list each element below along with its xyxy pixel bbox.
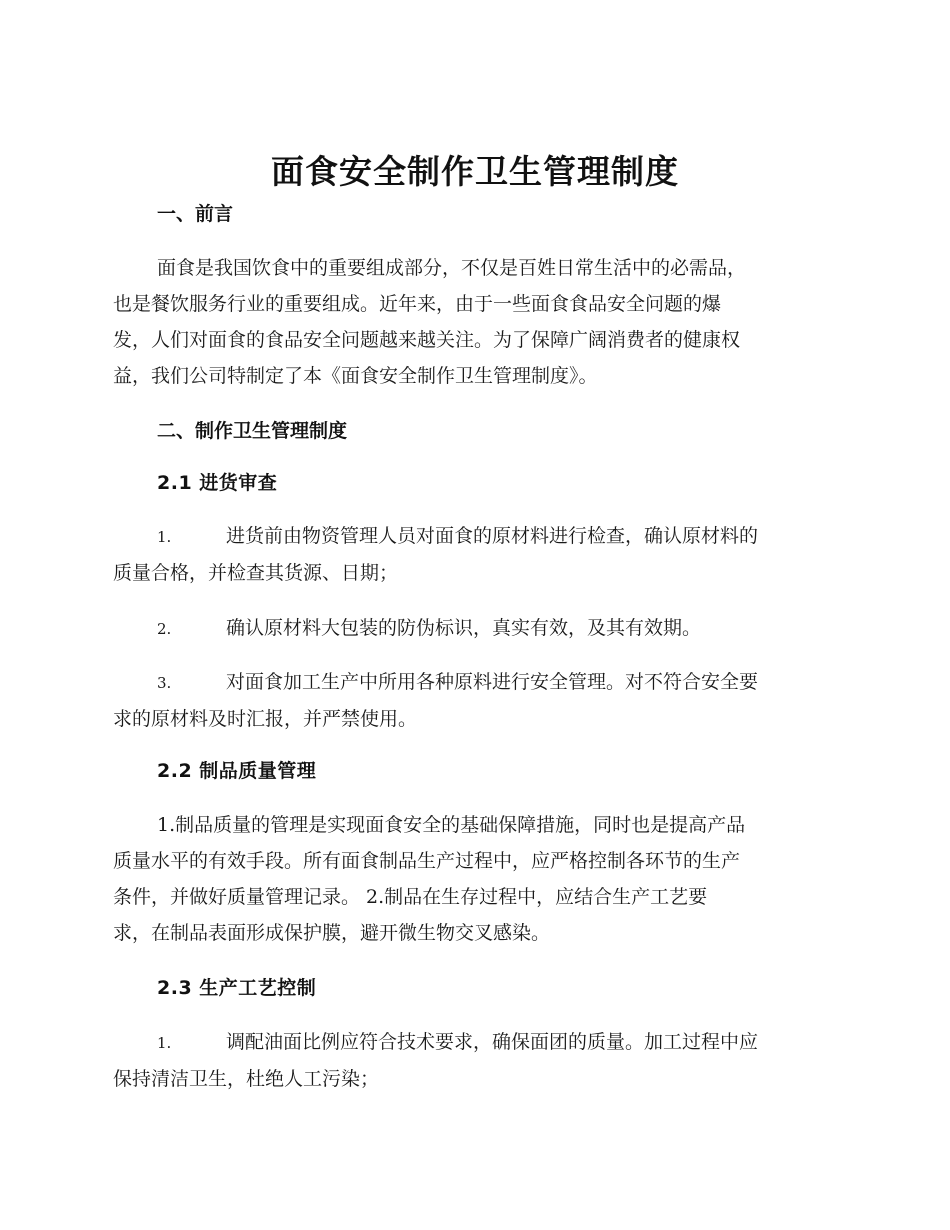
list-item-number: 2. [157,620,172,638]
preface-line: 面食是我国饮食中的重要组成部分，不仅是百姓日常生活中的必需品， [157,257,747,279]
quality-line: 条件，并做好质量管理记录。 2.制品在生存过程中，应结合生产工艺要 [113,886,708,908]
list-item [113,1024,833,1097]
list-item-number: 3. [157,674,172,692]
quality-line: 1.制品质量的管理是实现面食安全的基础保障措施，同时也是提高产品 [157,814,746,836]
list-item-text: 确认原材料大包装的防伪标识，真实有效，及其有效期。 [226,617,702,639]
list-item-text: 求的原材料及时汇报，并严禁使用。 [113,708,418,730]
subsection-heading-purchase-review: 2.1 进货审查 [157,472,278,494]
document-title: 面食安全制作卫生管理制度 [271,152,679,191]
subsection-heading-quality-management: 2.2 制品质量管理 [157,760,317,782]
preface-line: 也是餐饮服务行业的重要组成。近年来，由于一些面食食品安全问题的爆 [113,293,722,315]
preface-line: 益，我们公司特制定了本《面食安全制作卫生管理制度》。 [113,365,598,387]
section-heading-hygiene: 二、制作卫生管理制度 [157,420,348,442]
list-item-number: 1. [157,1034,172,1052]
preface-paragraph [113,250,833,394]
list-item-text: 质量合格，并检查其货源、日期； [113,562,399,584]
section-heading-preface: 一、前言 [157,203,234,225]
subsection-heading-process-control: 2.3 生产工艺控制 [157,977,317,999]
list-item-text: 对面食加工生产中所用各种原料进行安全管理。对不符合安全要 [226,671,759,693]
quality-line: 求，在制品表面形成保护膜，避开微生物交叉感染。 [113,922,551,944]
list-item-text: 保持清洁卫生，杜绝人工污染； [113,1068,380,1090]
list-item [113,610,833,647]
preface-line: 发，人们对面食的食品安全问题越来越关注。为了保障广阔消费者的健康权 [113,329,741,351]
quality-paragraph [113,807,833,951]
list-item-text: 进货前由物资管理人员对面食的原材料进行检查，确认原材料的 [226,525,759,547]
list-item-number: 1. [157,528,172,546]
list-item [113,518,833,591]
list-item-text: 调配油面比例应符合技术要求，确保面团的质量。加工过程中应 [226,1031,759,1053]
list-item [113,664,833,737]
quality-line: 质量水平的有效手段。所有面食制品生产过程中，应严格控制各环节的生产 [113,850,741,872]
